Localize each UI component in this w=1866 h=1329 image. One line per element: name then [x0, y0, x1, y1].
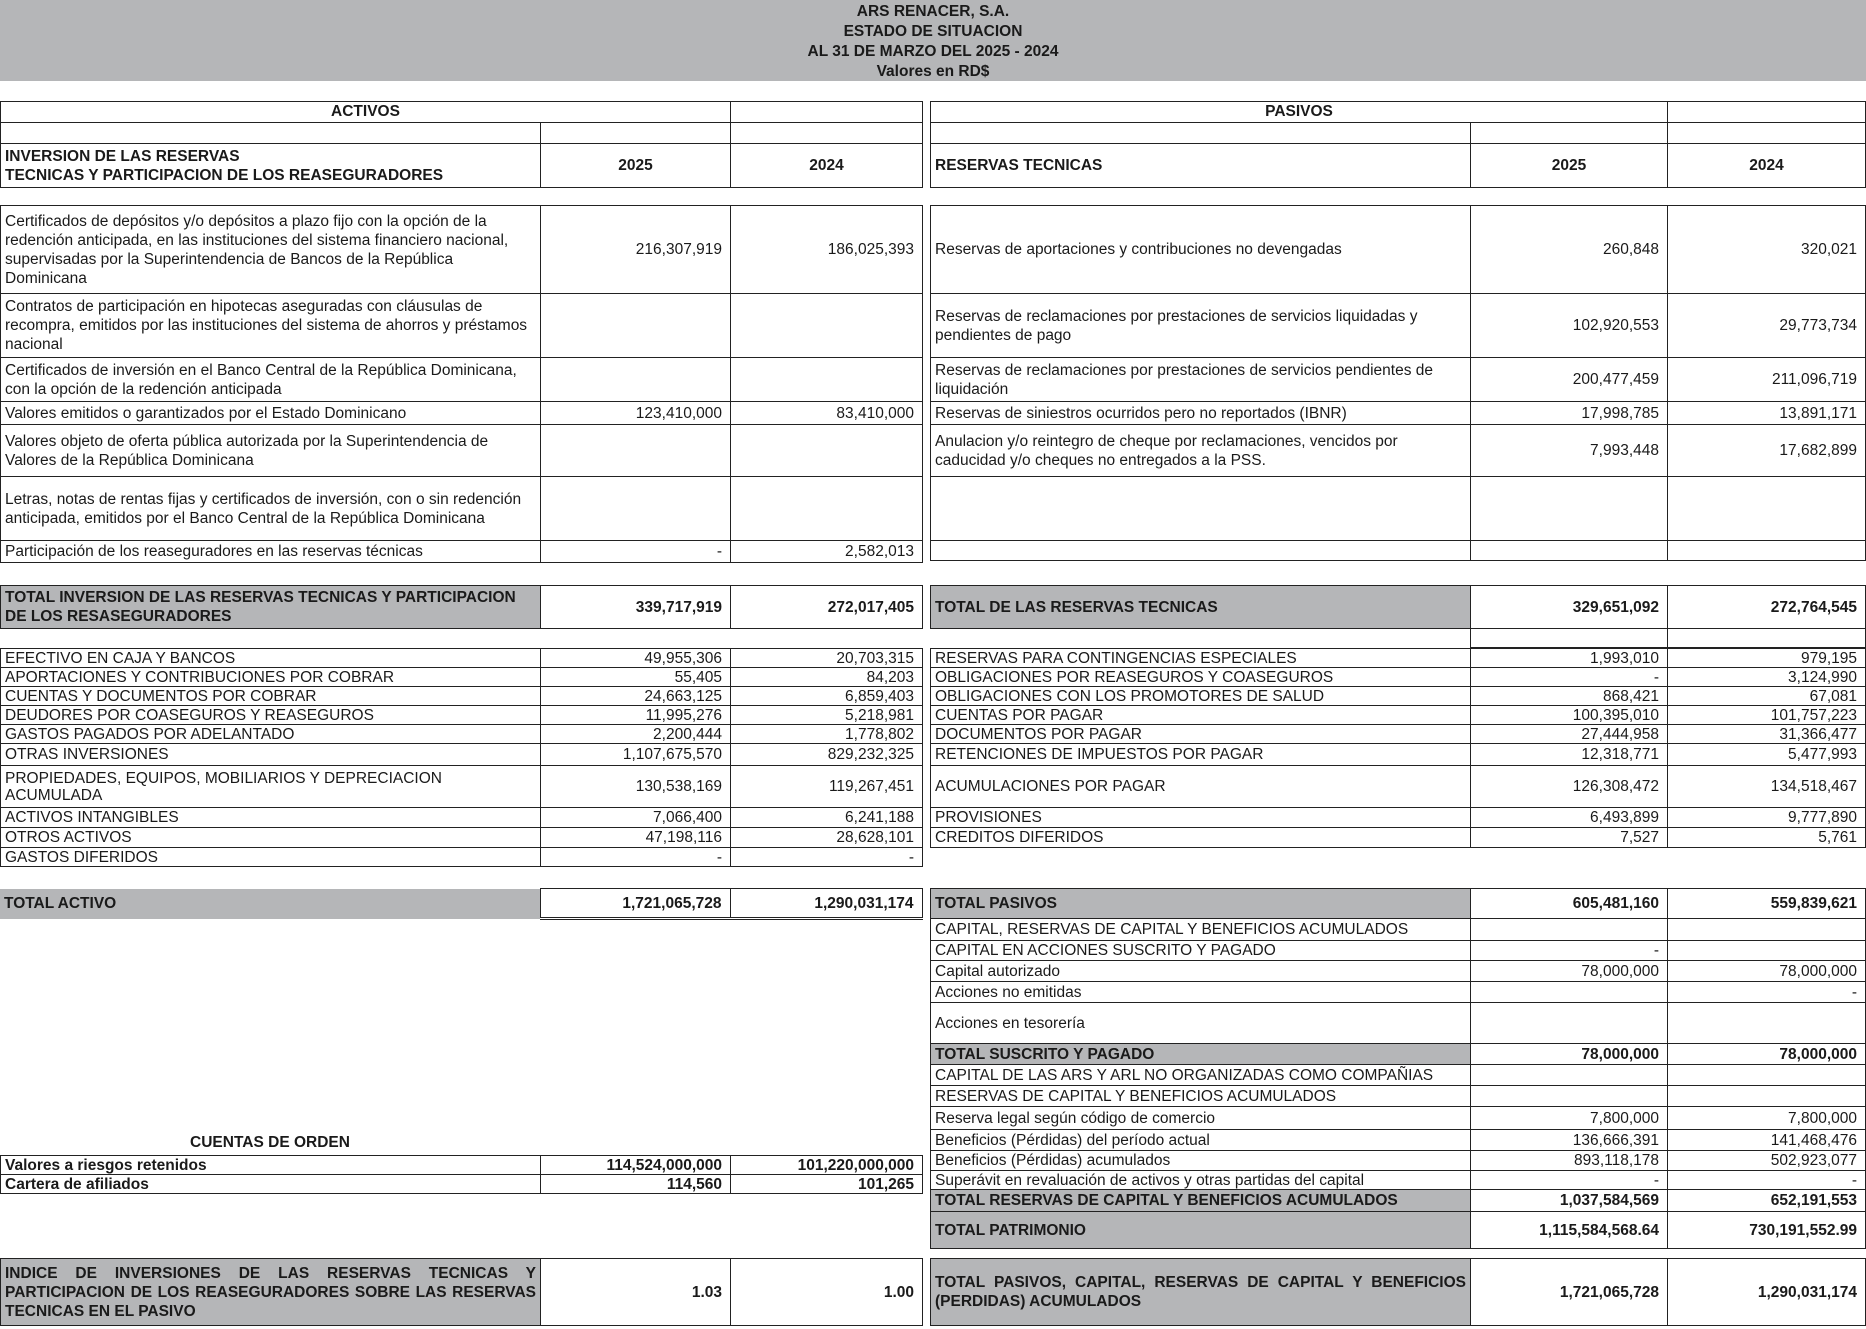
table-row: Valores emitidos o garantizados por el Estado Dominicano 123,410,000 83,410,000: [1, 402, 923, 425]
investments-table: [0, 205, 922, 563]
memo-accounts-table: [0, 1155, 922, 1194]
table-row: Reservas de reclamaciones por prestaciones de servicios liquidadas y pendientes de pago 102,920,553 29,773,734: [931, 294, 1866, 358]
assets-title: ACTIVOS: [1, 102, 731, 123]
table-row: ACTIVOS INTANGIBLES 7,066,400 6,241,188: [1, 808, 923, 828]
investment-index-table: [0, 1258, 922, 1326]
row-label: Certificados de depósitos y/o depósitos a plazo fijo con la opción de la redención anticipada, en las instituciones del sistema financiero nacional, supervisadas por la Superintendencia de Bancos de la República Dominicana: [1, 206, 541, 294]
table-row: Reservas de aportaciones y contribuciones no devengadas 260,848 320,021: [931, 206, 1866, 294]
grand-total-label: TOTAL PASIVOS, CAPITAL, RESERVAS DE CAPITAL Y BENEFICIOS (PERDIDAS) ACUMULADOS: [931, 1259, 1471, 1326]
table-row: APORTACIONES Y CONTRIBUCIONES POR COBRAR 55,405 84,203: [1, 668, 923, 687]
total-reserves-table: [930, 585, 1865, 648]
table-row: Participación de los reaseguradores en las reservas técnicas - 2,582,013: [1, 541, 923, 563]
table-row: [1, 206, 923, 294]
total-assets-label: TOTAL ACTIVO: [0, 889, 540, 919]
table-row: PROVISIONES 6,493,899 9,777,890: [931, 808, 1866, 828]
row-label: Letras, notas de rentas fijas y certificados de inversión, con o sin redención anticipada, emitidos por el Banco Central de la República Dominicana: [1, 477, 541, 541]
table-row: CAPITAL EN ACCIONES SUSCRITO Y PAGADO -: [931, 941, 1866, 961]
table-row: Anulacion y/o reintegro de cheque por reclamaciones, vencidos por caducidad y/o cheques no entregados a la PSS. 7,993,448 17,682,899: [931, 425, 1866, 477]
assets-header-table: [0, 101, 922, 188]
table-row: Cartera de afiliados 114,560 101,265: [1, 1175, 923, 1194]
report-header: [0, 0, 1866, 81]
table-row: [1, 425, 923, 477]
table-row: [931, 541, 1866, 561]
table-row: CUENTAS POR PAGAR 100,395,010 101,757,223: [931, 706, 1866, 725]
table-row: RETENCIONES DE IMPUESTOS POR PAGAR 12,318,771 5,477,993: [931, 744, 1866, 766]
table-row: [1, 477, 923, 541]
table-row: CUENTAS Y DOCUMENTOS POR COBRAR 24,663,125 6,859,403: [1, 687, 923, 706]
row-label: Valores emitidos o garantizados por el Estado Dominicano: [1, 402, 541, 425]
total-row: TOTAL SUSCRITO Y PAGADO 78,000,000 78,000,000: [931, 1044, 1866, 1065]
table-row: OBLIGACIONES CON LOS PROMOTORES DE SALUD 868,421 67,081: [931, 687, 1866, 706]
assets-col-2025: 2025: [541, 144, 731, 188]
index-row: [1, 1259, 923, 1326]
value-2025: 216,307,919: [541, 206, 731, 294]
value-2024: 186,025,393: [731, 206, 923, 294]
table-row: DEUDORES POR COASEGUROS Y REASEGUROS 11,995,276 5,218,981: [1, 706, 923, 725]
other-assets-table: [0, 648, 922, 867]
company-name: ARS RENACER, S.A.: [856, 3, 1010, 20]
total-row: TOTAL INVERSION DE LAS RESERVAS TECNICAS Y PARTICIPACION DE LOS RESASEGURADORES 339,717,919 272,017,405: [1, 586, 923, 629]
total-investment-table: [0, 585, 922, 629]
total-assets-table: [0, 888, 922, 920]
grand-total-table: [930, 1258, 1865, 1326]
table-row: Superávit en revaluación de activos y otras partidas del capital - -: [931, 1171, 1866, 1190]
statement-title: ESTADO DE SITUACION: [843, 23, 1023, 40]
table-row: OTRAS INVERSIONES 1,107,675,570 829,232,325: [1, 744, 923, 766]
reserves-heading: RESERVAS TECNICAS: [931, 144, 1471, 188]
statement-period: AL 31 DE MARZO DEL 2025 - 2024: [807, 43, 1059, 60]
table-row: OTROS ACTIVOS 47,198,116 28,628,101: [1, 828, 923, 848]
table-row: Capital autorizado 78,000,000 78,000,000: [931, 961, 1866, 982]
currency-note: Valores en RD$: [876, 63, 990, 80]
table-row: [1, 294, 923, 358]
total-row: TOTAL RESERVAS DE CAPITAL Y BENEFICIOS ACUMULADOS 1,037,584,569 652,191,553: [931, 1190, 1866, 1212]
total-row: TOTAL PATRIMONIO 1,115,584,568.64 730,191,552.99: [931, 1212, 1866, 1249]
table-row: [931, 477, 1866, 541]
table-row: Valores a riesgos retenidos 114,524,000,000 101,220,000,000: [1, 1156, 923, 1175]
total-row: TOTAL PASIVOS 605,481,160 559,839,621: [931, 889, 1866, 919]
table-row: Beneficios (Pérdidas) acumulados 893,118,178 502,923,077: [931, 1151, 1866, 1171]
total-row: TOTAL ACTIVO 1,721,065,728 1,290,031,174: [0, 889, 922, 919]
table-row: CAPITAL DE LAS ARS Y ARL NO ORGANIZADAS COMO COMPAÑIAS: [931, 1065, 1866, 1086]
table-row: Acciones en tesorería: [931, 1003, 1866, 1044]
assets-col-2024: 2024: [731, 144, 923, 188]
equity-table: [930, 888, 1865, 1249]
table-row: GASTOS PAGADOS POR ADELANTADO 2,200,444 1,778,802: [1, 725, 923, 744]
index-2024: 1.00: [731, 1259, 923, 1326]
liabilities-col-2025: 2025: [1471, 144, 1668, 188]
index-2025: 1.03: [541, 1259, 731, 1326]
reserves-table: [930, 205, 1865, 561]
table-row: OBLIGACIONES POR REASEGUROS Y COASEGUROS - 3,124,990: [931, 668, 1866, 687]
table-row: GASTOS DIFERIDOS - -: [1, 848, 923, 867]
liabilities-col-2024: 2024: [1668, 144, 1866, 188]
table-row: [1, 358, 923, 402]
investment-heading: INVERSION DE LAS RESERVAS TECNICAS Y PARTICIPACION DE LOS REASEGURADORES: [1, 144, 541, 188]
total-row: TOTAL DE LAS RESERVAS TECNICAS 329,651,092 272,764,545: [931, 586, 1866, 629]
row-label: Contratos de participación en hipotecas aseguradas con cláusulas de recompra, emitidos por las instituciones del sistema de ahorros y préstamos nacional: [1, 294, 541, 358]
table-row: DOCUMENTOS POR PAGAR 27,444,958 31,366,477: [931, 725, 1866, 744]
liabilities-title: PASIVOS: [931, 102, 1668, 123]
index-label: INDICE DE INVERSIONES DE LAS RESERVAS TECNICAS Y PARTICIPACION DE LOS REASEGURADORES SOBRE LAS RESERVAS TECNICAS EN EL PASIVO: [1, 1259, 541, 1326]
liabilities-header-table: [930, 101, 1865, 188]
table-row: PROPIEDADES, EQUIPOS, MOBILIARIOS Y DEPRECIACION ACUMULADA 130,538,169 119,267,451: [1, 766, 923, 808]
other-liabilities-table: [930, 648, 1865, 848]
table-row: Acciones no emitidas -: [931, 982, 1866, 1003]
table-row: Reserva legal según código de comercio 7,800,000 7,800,000: [931, 1107, 1866, 1130]
table-row: Beneficios (Pérdidas) del período actual 136,666,391 141,468,476: [931, 1130, 1866, 1151]
table-row: EFECTIVO EN CAJA Y BANCOS 49,955,306 20,703,315: [1, 649, 923, 668]
row-label: Participación de los reaseguradores en las reservas técnicas: [1, 541, 541, 563]
table-row: Reservas de siniestros ocurridos pero no reportados (IBNR) 17,998,785 13,891,171: [931, 402, 1866, 425]
table-row: CREDITOS DIFERIDOS 7,527 5,761: [931, 828, 1866, 848]
table-row: Reservas de reclamaciones por prestaciones de servicios pendientes de liquidación 200,477,459 211,096,719: [931, 358, 1866, 402]
table-row: RESERVAS DE CAPITAL Y BENEFICIOS ACUMULADOS: [931, 1086, 1866, 1107]
grand-total-row: TOTAL PASIVOS, CAPITAL, RESERVAS DE CAPITAL Y BENEFICIOS (PERDIDAS) ACUMULADOS 1,721,065,728 1,290,031,174: [931, 1259, 1866, 1326]
table-row: RESERVAS PARA CONTINGENCIAS ESPECIALES 1,993,010 979,195: [931, 649, 1866, 668]
table-row: ACUMULACIONES POR PAGAR 126,308,472 134,518,467: [931, 766, 1866, 808]
row-label: Certificados de inversión en el Banco Central de la República Dominicana, con la opción de la redención anticipada: [1, 358, 541, 402]
table-row: CAPITAL, RESERVAS DE CAPITAL Y BENEFICIOS ACUMULADOS: [931, 919, 1866, 941]
row-label: Valores objeto de oferta pública autorizada por la Superintendencia de Valores de la República Dominicana: [1, 425, 541, 477]
memo-accounts-title: CUENTAS DE ORDEN: [190, 1134, 350, 1151]
row-label: TOTAL INVERSION DE LAS RESERVAS TECNICAS Y PARTICIPACION DE LOS RESASEGURADORES: [1, 586, 541, 629]
